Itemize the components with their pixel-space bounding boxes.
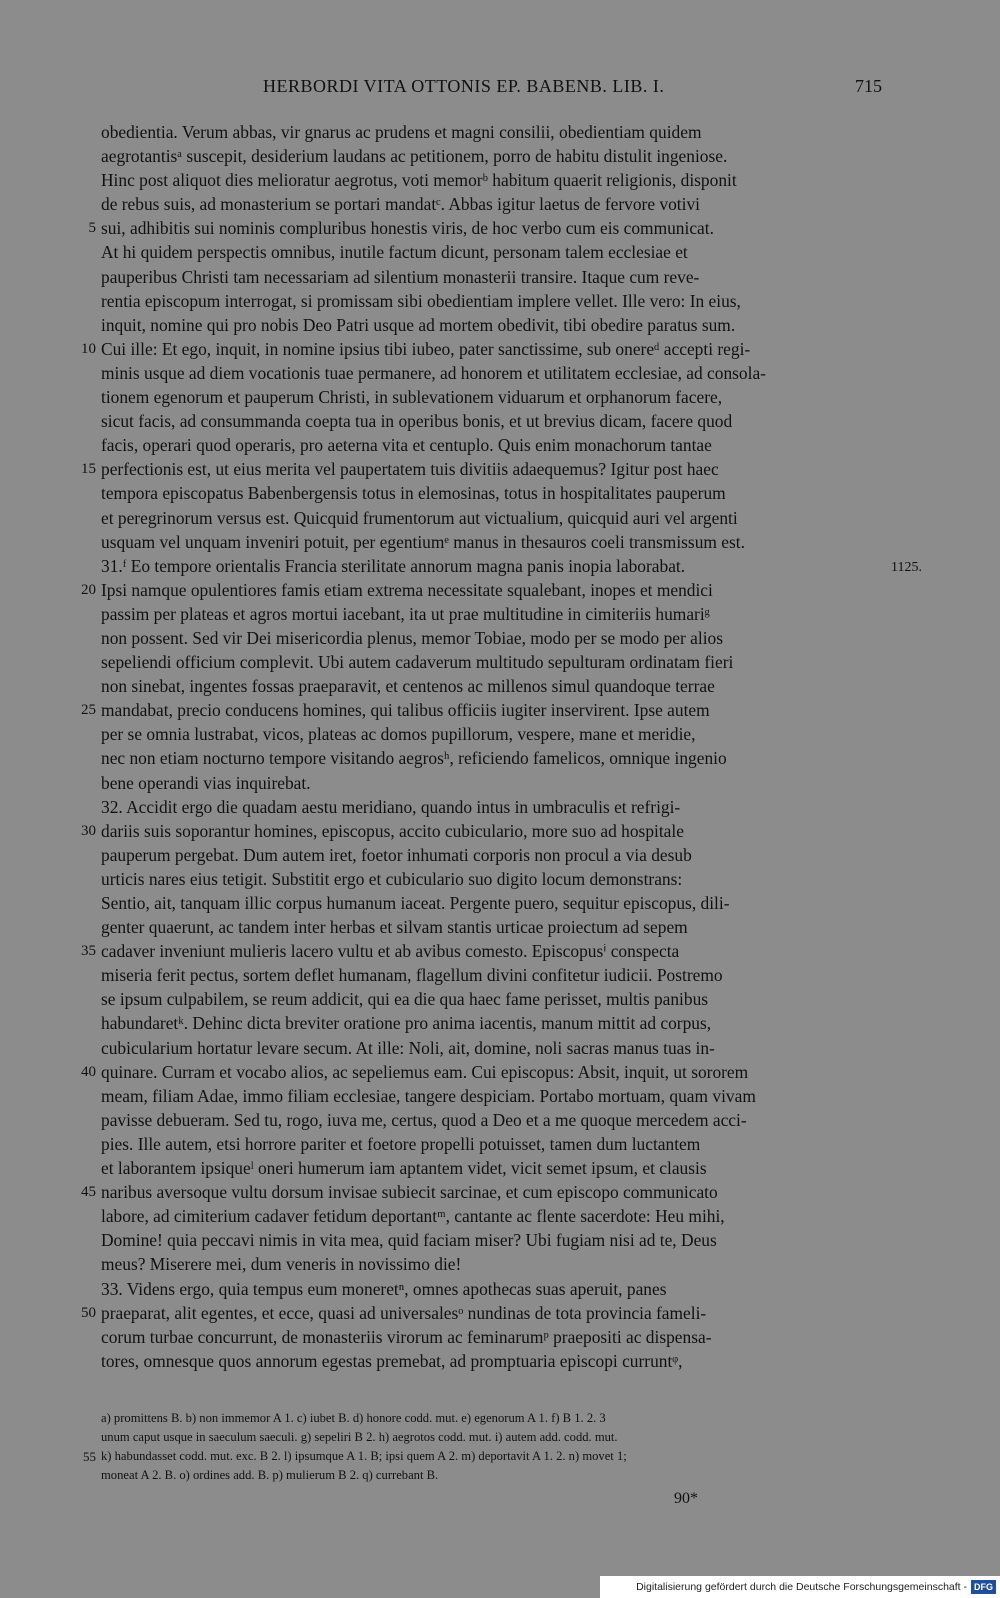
text-line	[101, 963, 887, 987]
text-line	[101, 144, 887, 168]
line-text: et peregrinorum versus est. Quicquid frumentorum aut victualium, quicquid auri vel argenti	[101, 507, 738, 528]
line-text: tionem egenorum et pauperum Christi, in sublevationem viduarum et orphanorum facere,	[101, 387, 723, 408]
line-text: pavisse debueram. Sed tu, rogo, iuva me, certus, quod a Deo et a me quoque mercedem acci-	[101, 1109, 747, 1130]
text-line	[81, 578, 887, 602]
digitization-credit	[600, 1576, 1000, 1598]
text-line	[101, 168, 887, 192]
line-number: 35	[81, 943, 96, 960]
text-line	[101, 602, 887, 626]
text-line	[101, 1204, 887, 1228]
line-text: 31.ᶠ Eo tempore orientalis Francia sterilitate annorum magna panis inopia laborabat.	[101, 555, 686, 576]
text-line	[101, 120, 887, 144]
text-line	[101, 265, 887, 289]
footnotes	[83, 1409, 891, 1485]
page-number: 715	[855, 76, 882, 96]
text-line	[101, 433, 887, 457]
line-text: mandabat, precio conducens homines, qui talibus officiis iugiter inservirent. Ipse autem	[101, 700, 710, 721]
line-text: naribus aversoque vultu dorsum invisae subiecit sarcinae, et cum episcopo communicato	[101, 1182, 718, 1203]
line-text: pauperibus Christi tam necessariam ad silentium monasterii transire. Itaque cum reve-	[101, 266, 700, 287]
line-text: tempora episcopatus Babenbergensis totus in elemosinas, totus in hospitalitates pauperum	[101, 483, 726, 504]
text-line	[101, 1349, 887, 1373]
line-text: 32. Accidit ergo die quadam aestu meridiano, quando intus in umbraculis et refrigi-	[101, 796, 681, 817]
line-text: quinare. Curram et vocabo alios, ac sepeliemus eam. Cui episcopus: Absit, inquit, ut sororem	[101, 1061, 749, 1082]
text-line	[101, 1156, 887, 1180]
line-text: miseria ferit pectus, sortem deflet humanam, flagellum divini confitetur iudicii. Postremo	[101, 965, 723, 986]
line-text: urticis nares eius tetigit. Substitit ergo et cubiculario suo digito locum demonstrans:	[101, 868, 683, 889]
text-line	[81, 819, 887, 843]
text-line	[101, 1325, 887, 1349]
line-number: 20	[81, 581, 96, 598]
main-text	[81, 120, 922, 1373]
text-line	[101, 746, 887, 770]
credit-text: Digitalisierung gefördert durch die Deutsche Forschungsgemeinschaft -	[636, 1581, 967, 1593]
line-text: Domine! quia peccavi nimis in vita mea, quid faciam miser? Ubi fugiam nisi ad te, Deus	[101, 1230, 717, 1251]
line-number: 10	[81, 340, 96, 357]
signature-mark: 90*	[674, 1490, 698, 1507]
footnote-line	[101, 1409, 891, 1428]
text-line	[81, 698, 887, 722]
line-text: labore, ad cimiterium cadaver fetidum deportantᵐ, cantante ac flente sacerdote: Heu mihi,	[101, 1206, 725, 1227]
text-line	[101, 289, 887, 313]
text-line	[101, 240, 887, 264]
line-text: sepeliendi officium complevit. Ubi autem cadaverum multitudo sepulturam ordinatam fieri	[101, 652, 734, 673]
text-line	[101, 1252, 887, 1276]
line-text: praeparat, alit egentes, et ecce, quasi ad universalesᵒ nundinas de tota provincia fameli-	[101, 1302, 707, 1323]
line-number: 30	[81, 822, 96, 839]
line-number: 5	[88, 220, 96, 237]
footnote-line	[101, 1428, 891, 1447]
line-text: meam, filiam Adae, immo filiam ecclesiae, tangere despiciam. Portabo mortuam, quam vivam	[101, 1085, 756, 1106]
margin-date: 1125.	[891, 559, 922, 575]
line-text: facis, operari quod operaris, pro aeterna vita et centuplo. Quis enim monachorum tantae	[101, 435, 712, 456]
text-line	[101, 530, 887, 554]
text-line	[81, 1060, 887, 1084]
line-text: sui, adhibitis sui nominis compluribus honestis viris, de hoc verbo cum eis communicat.	[101, 218, 714, 239]
text-line	[101, 385, 887, 409]
text-line	[101, 1108, 887, 1132]
line-number: 40	[81, 1063, 96, 1080]
running-head: HERBORDI VITA OTTONIS EP. BABENB. LIB. I.	[263, 76, 665, 96]
text-line	[101, 1228, 887, 1252]
line-text: cubicularium hortatur levare secum. At ille: Noli, ait, domine, noli sacras manus tuas in-	[101, 1037, 715, 1058]
text-line	[101, 1277, 887, 1301]
text-line	[101, 361, 887, 385]
line-text: de rebus suis, ad monasterium se portari mandatᶜ. Abbas igitur laetus de fervore votivi	[101, 194, 700, 215]
line-text: bene operandi vias inquirebat.	[101, 772, 311, 793]
line-text: cadaver inveniunt mulieris lacero vultu et ab avibus comesto. Episcopusⁱ conspecta	[101, 941, 680, 962]
line-text: minis usque ad diem vocationis tuae permanere, ad honorem et utilitatem ecclesiae, ad consola-	[101, 362, 766, 383]
text-line	[81, 1180, 887, 1204]
text-line	[101, 554, 922, 578]
line-text: aegrotantisᵃ suscepit, desiderium laudans ac petitionem, porro de habitu distulit ingeniose.	[101, 146, 728, 167]
text-line	[81, 939, 887, 963]
line-text: non possent. Sed vir Dei misericordia plenus, memor Tobiae, modo per se modo per alios	[101, 627, 723, 648]
text-line	[101, 867, 887, 891]
line-text: passim per plateas et agros mortui iacebant, ita ut prae multitudine in cimiteriis humariᵍ	[101, 603, 710, 624]
line-text: nec non etiam nocturno tempore visitando aegrosʰ, reficiendo famelicos, omnique ingenio	[101, 748, 727, 769]
footnote-line	[101, 1466, 891, 1485]
line-text: pies. Ille autem, etsi horrore pariter et foetore propelli potuisset, tamen dum luctantem	[101, 1133, 701, 1154]
line-text: Hinc post aliquot dies melioratur aegrotus, voti memorᵇ habitum quaerit religionis, disponit	[101, 170, 737, 191]
text-line	[101, 1132, 887, 1156]
text-line	[101, 771, 887, 795]
footnote-line	[83, 1447, 891, 1466]
line-text: per se omnia lustrabat, vicos, plateas ac domos pupillorum, vespere, mane et meridie,	[101, 724, 696, 745]
text-line	[101, 1036, 887, 1060]
line-number: 50	[81, 1304, 96, 1321]
line-text: genter quaerunt, ac tandem inter herbas et silvam stantis urticae proiectum ad sepem	[101, 917, 688, 938]
text-line	[101, 650, 887, 674]
text-line	[101, 506, 887, 530]
text-line	[101, 192, 887, 216]
text-line	[101, 409, 887, 433]
line-text: obedientia. Verum abbas, vir gnarus ac prudens et magni consilii, obedientiam quidem	[101, 122, 702, 142]
line-text: inquit, nomine qui pro nobis Deo Patri usque ad mortem obedivit, tibi obedire paratus sum.	[101, 314, 736, 335]
text-line	[81, 337, 887, 361]
line-text: tores, omnesque quos annorum egestas premebat, ad promptuaria episcopi curruntᵠ,	[101, 1350, 683, 1371]
footnote-text: unum caput usque in saeculum saeculi. g) sepeliri B 2. h) aegrotos codd. mut. i) autem add. codd. mut.	[101, 1430, 618, 1444]
text-line	[81, 1301, 887, 1325]
line-text: non sinebat, ingentes fossas praeparavit, et centenos ac millenos simul quandoque terrae	[101, 676, 715, 697]
footnote-text: moneat A 2. B. o) ordines add. B. p) mulierum B 2. q) currebant B.	[101, 1468, 439, 1482]
footnote-text: a) promittens B. b) non immemor A 1. c) iubet B. d) honore codd. mut. e) egenorum A 1. f) B 1. 2. 3	[101, 1411, 606, 1425]
line-number: 15	[81, 461, 96, 478]
line-text: meus? Miserere mei, dum veneris in novissimo die!	[101, 1254, 462, 1275]
line-text: Sentio, ait, tanquam illic corpus humanum iaceat. Pergente puero, sequitur episcopus, dili-	[101, 893, 730, 913]
line-text: corum turbae concurrunt, de monasteriis virorum ac feminarumᵖ praepositi ac dispensa-	[101, 1326, 712, 1347]
text-line	[101, 481, 887, 505]
text-line	[101, 795, 887, 819]
text-line	[101, 313, 887, 337]
line-text: At hi quidem perspectis omnibus, inutile factum dicunt, personam talem ecclesiae et	[101, 242, 688, 263]
line-number: 45	[81, 1184, 96, 1201]
text-line	[101, 1011, 887, 1035]
text-line	[101, 987, 887, 1011]
line-text: habundaretᵏ. Dehinc dicta breviter oratione pro anima iacentis, manum mittit ad corpus,	[101, 1013, 712, 1034]
line-text: perfectionis est, ut eius merita vel paupertatem tuis divitiis adaequemus? Igitur post haec	[101, 459, 719, 480]
line-text: et laborantem ipsiqueˡ oneri humerum iam aptantem videt, vicit semet ipsum, et clausis	[101, 1158, 707, 1179]
line-text: 33. Videns ergo, quia tempus eum moneretⁿ, omnes apothecas suas aperuit, panes	[101, 1278, 667, 1299]
line-number: 25	[81, 702, 96, 719]
text-line	[101, 674, 887, 698]
line-number: 55	[83, 1449, 96, 1464]
line-text: pauperum pergebat. Dum autem iret, foetor inhumati corporis non procul a via desub	[101, 844, 692, 865]
text-line	[101, 891, 887, 915]
line-text: Cui ille: Et ego, inquit, in nomine ipsius tibi iubeo, pater sanctissime, sub onereᵈ accepti regi-	[101, 338, 751, 359]
line-text: dariis suis soporantur homines, episcopus, accito cubiculario, more suo ad hospitale	[101, 820, 684, 841]
text-line	[101, 722, 887, 746]
text-line	[101, 915, 887, 939]
dfg-logo: DFG	[971, 1580, 996, 1594]
line-text: se ipsum culpabilem, se reum addicit, qui ea die qua haec fame perisset, multis panibus	[101, 989, 709, 1010]
page-header	[0, 76, 1000, 100]
footnote-text: k) habundasset codd. mut. exc. B 2. l) ipsumque A 1. B; ipsi quem A 2. m) deportavit A 1. 2. n) movet 1;	[101, 1449, 627, 1463]
text-line	[101, 626, 887, 650]
line-text: sicut facis, ad consummanda coepta tua in operibus bonis, et ut brevius dicam, facere quod	[101, 411, 733, 432]
text-line	[101, 843, 887, 867]
text-line	[88, 216, 887, 240]
text-line	[81, 457, 887, 481]
line-text: Ipsi namque opulentiores famis etiam extrema necessitate squalebant, inopes et mendici	[101, 579, 713, 600]
text-line	[101, 1084, 887, 1108]
line-text: rentia episcopum interrogat, si promissam sibi obedientiam implere vellet. Ille vero: In eius,	[101, 290, 741, 311]
line-text: usquam vel unquam inveniri potuit, per egentiumᵉ manus in thesauros coeli transmissum est.	[101, 531, 745, 552]
